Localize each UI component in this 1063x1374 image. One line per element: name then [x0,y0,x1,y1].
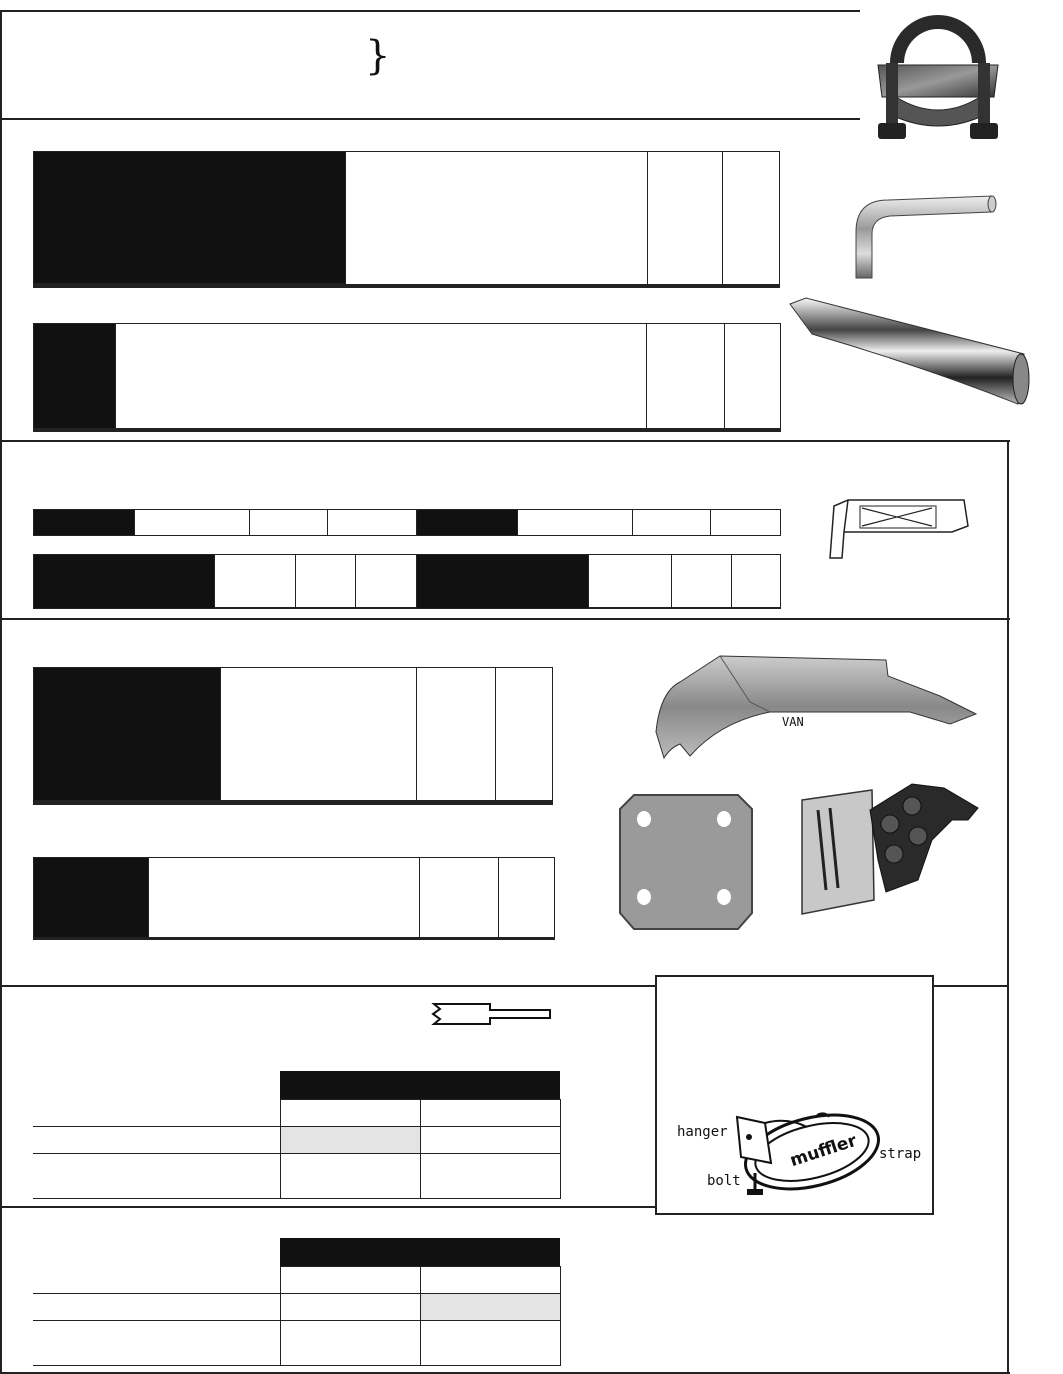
parts-table-a [33,151,780,288]
table-cell [589,555,672,608]
table-cell [417,555,589,609]
van-label: VAN [782,715,804,729]
table-cell [280,1127,420,1154]
table-cell [725,324,781,429]
table-cell [34,431,116,432]
table-cell [672,555,732,608]
table-cell [135,510,250,536]
top-rule [0,10,860,12]
table-cell [589,608,672,609]
table-row [34,555,781,608]
table-row [34,324,781,429]
table-cell [34,858,149,938]
mounting-bracket-image [822,496,972,562]
strap-label: strap [879,1146,922,1162]
table-cell [420,1100,560,1127]
parts-table-f [33,857,555,940]
tail-tip-image [786,294,1031,409]
bent-pipe-image [850,192,1000,282]
table-cell [356,608,417,609]
table-cell [647,324,725,429]
table-row [34,668,553,801]
parts-table-b [33,323,781,432]
section-divider-1 [0,118,860,120]
table-cell [356,555,417,608]
table-row [34,939,555,940]
section-divider-2 [0,440,1010,442]
parts-table-c [33,509,781,536]
parts-table-e [33,667,553,805]
table-cell [34,555,215,609]
table-cell [725,431,781,432]
table-cell [33,1321,280,1366]
table-row [33,1321,560,1366]
table-cell [34,510,135,536]
table-g-header [280,1071,560,1099]
parts-table-h [33,1266,561,1366]
table-row [33,1267,560,1294]
table-cell [33,1267,280,1294]
section-divider-3 [0,618,1010,620]
table-cell [711,510,781,536]
table-row [34,287,780,288]
table-cell [417,668,496,801]
section-divider-5 [0,1206,657,1208]
mounting-plate-image [618,793,754,931]
table-cell [633,510,711,536]
parts-table-g [33,1099,561,1199]
brace-glyph: } [365,33,391,79]
table-cell [328,510,417,536]
muffler-label: muffler [787,1130,860,1172]
table-cell [496,804,553,805]
table-cell [420,1267,560,1294]
table-row [34,858,555,938]
pipe-stub-icon [430,1000,554,1028]
table-cell [420,1294,560,1321]
table-cell [518,510,633,536]
table-cell [221,804,417,805]
table-row [34,510,781,536]
table-row [34,152,780,284]
table-row [33,1127,560,1154]
table-cell [296,608,356,609]
table-cell [33,1154,280,1199]
table-cell [499,939,555,940]
table-cell [420,858,499,938]
section-divider-4 [0,985,657,987]
table-cell [420,1321,560,1366]
table-cell [420,939,499,940]
table-cell [34,287,346,288]
table-row [34,804,553,805]
table-row [34,431,781,432]
table-cell [34,939,149,940]
table-cell [116,431,647,432]
table-row [33,1100,560,1127]
table-cell [33,1100,280,1127]
table-cell [34,804,221,805]
table-cell [149,939,420,940]
table-cell [280,1294,420,1321]
right-border [1007,440,1009,1374]
van-bracket-image [650,652,980,762]
table-cell [34,324,116,429]
table-cell [280,1100,420,1127]
table-cell [215,608,296,609]
table-cell [732,555,781,608]
table-cell [33,1127,280,1154]
u-clamp-image [868,5,1008,145]
table-cell [34,152,346,284]
section-divider-4b [934,985,1009,987]
table-cell [647,431,725,432]
table-cell [346,152,648,285]
table-cell [280,1154,420,1199]
table-row [33,1294,560,1321]
table-row [33,1154,560,1199]
bolt-label: bolt [707,1173,741,1189]
hanger-bracket-image [782,780,982,918]
table-h-header [280,1238,560,1266]
diagram-drawing [657,977,932,1213]
table-cell [250,510,328,536]
table-cell [496,668,553,801]
table-cell [149,858,420,938]
table-cell [672,608,732,609]
table-cell [723,152,780,285]
table-cell [648,287,723,288]
table-cell [417,510,518,536]
table-cell [723,287,780,288]
table-cell [420,1127,560,1154]
table-cell [280,1267,420,1294]
table-cell [221,668,417,801]
hanger-label: hanger [677,1124,728,1140]
table-cell [417,804,496,805]
table-cell [346,287,648,288]
table-cell [33,1294,280,1321]
table-cell [420,1154,560,1199]
parts-table-d [33,554,781,609]
table-cell [499,858,555,938]
table-cell [116,324,647,429]
table-cell [34,668,221,801]
table-cell [732,608,781,609]
left-border [0,10,2,1374]
table-cell [215,555,296,608]
table-cell [280,1321,420,1366]
muffler-diagram [655,975,934,1215]
table-cell [648,152,723,285]
table-cell [296,555,356,608]
